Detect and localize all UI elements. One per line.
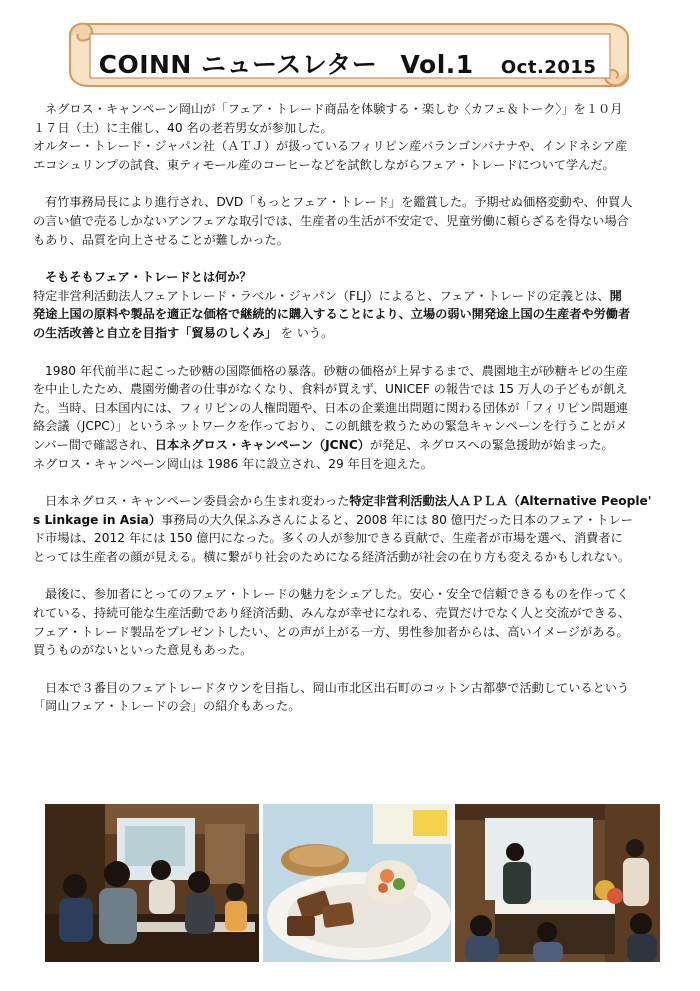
photo-presentation [455,804,660,962]
photo-meeting-room [45,804,259,962]
emphasis-text: s Linkage in Asia） [33,512,162,527]
text-line: 有竹事務局長により進行され、DVD「もっとフェア・トレード」を鑑賞した。予期せぬ価格変動や、仲買人 [45,195,633,210]
text-line [33,511,669,530]
text-line: の言い値で売るしかないアンフェアな取引では、生産者の生活が不安定で、児童労働に頼らざるを得ない場合 [33,213,629,228]
issue-date: Oct.2015 [500,57,597,78]
text-span: が発足、ネグロスへの緊急援助が始まった。 [369,437,614,452]
text-line [33,436,669,455]
text-line: ド市場は、2012 年には 150 億円になった。多くの人が参加できる貢献で、生産者が市場を選べ、消費者に [33,531,623,546]
newsletter-title [60,45,635,81]
text-line: もあり、品質を向上させることが難しかった。 [33,232,289,247]
text-line: 絡会議（JCPC）」というネットワークを作っており、この飢餓を救うための緊急キャンペーンを行うことがメ [33,419,628,434]
photo-food-plate [263,804,451,962]
text-span: を いう。 [280,325,334,340]
article-body [33,100,669,716]
photo-strip [45,804,660,962]
emphasis-line: 発途上国の原料や製品を適正な価格で継続的に購入することにより、立場の弱い開発途上国の生産者や労働者 [33,307,631,322]
text-span: ンバー間で確認され、 [33,437,155,452]
text-span: 事務局の大久保ふみさんによると、2008 年には 80 億円だった日本のフェア・トレー [161,512,633,527]
emphasis-text: 特定非営利活動法人ＡＰＬＡ（Alternative People' [349,494,652,509]
volume-text: Vol.1 [400,50,474,79]
text-line: 1980 年代前半に起こった砂糖の国際価格の暴落。砂糖の価格が上昇するまで、農園地主が砂糖キビの生産 [45,363,628,378]
text-line: た。当時、日本国内には、フィリピンの人権問題や、日本の企業進出問題に関わる団体が「フィリピン問題連 [33,400,628,415]
text-line: を中止したため、農園労働者の仕事がなくなり、食料が買えず、UNICEF の報告では 15 万人の子どもが飢え [33,382,628,397]
text-line [33,492,669,511]
text-line: １７日（土）に主催し、40 名の老若男女が参加した。 [33,120,333,135]
title-text: COINN ニュースレター [98,50,378,79]
text-line: 「岡山フェア・トレードの会」の紹介もあった。 [33,699,301,714]
text-span: 日本ネグロス・キャンペーン委員会から生まれ変わった [45,494,350,509]
text-line [33,324,669,343]
text-span: 特定非営利活動法人フェアトレード・ラベル・ジャパン（FLJ）によると、フェア・トレードの定義とは、 [33,288,610,303]
text-line: 最後に、参加者にとってのフェア・トレードの魅力をシェアした。安心・安全で信頼できるものを作ってく [45,587,629,602]
title-banner [60,16,635,92]
text-line: ネグロス・キャンペーン岡山は 1986 年に設立され、29 年目を迎えた。 [33,456,433,471]
section-heading: そもそもフェア・トレードとは何か？ [45,270,252,285]
text-line: フェア・トレード製品をプレゼントしたい、との声が上がる一方、男性参加者からは、高いイメージがある。 [33,624,629,639]
text-line: 日本で３番目のフェアトレードタウンを目指し、岡山市北区出石町のコットン古都夢で活動しているという [45,680,630,695]
text-line: エコシュリンプの試食、東ティモール産のコーヒーなどを試飲しながらフェア・トレードについて学んだ。 [33,157,615,172]
emphasis-text: の生活改善と自立を目指す「貿易のしくみ」 [33,325,277,340]
emphasis-text: 開 [609,288,622,303]
text-line: 買うものがないといった意見もあった。 [33,643,253,658]
text-line: ネグロス・キャンペーン岡山が「フェア・トレード商品を体験する・楽しむ〈カフェ＆トーク〉」を１０月 [45,102,623,116]
text-line: オルター・トレード・ジャパン社（ＡＴＪ）が扱っているフィリピン産バランゴンバナナや、インドネシア産 [33,139,628,154]
text-line: れている、持続可能な生産活動であり経済活動、みんなが幸せになれる、売買だけでなく人と交流ができる、 [33,606,631,621]
emphasis-text: 日本ネグロス・キャンペーン（JCNC） [154,437,370,452]
text-line [33,287,669,306]
text-line: とっては生産者の顔が見える。横に繋がり社会のためになる経済活動が社会の在り方も変えるかもしれない。 [33,549,630,564]
